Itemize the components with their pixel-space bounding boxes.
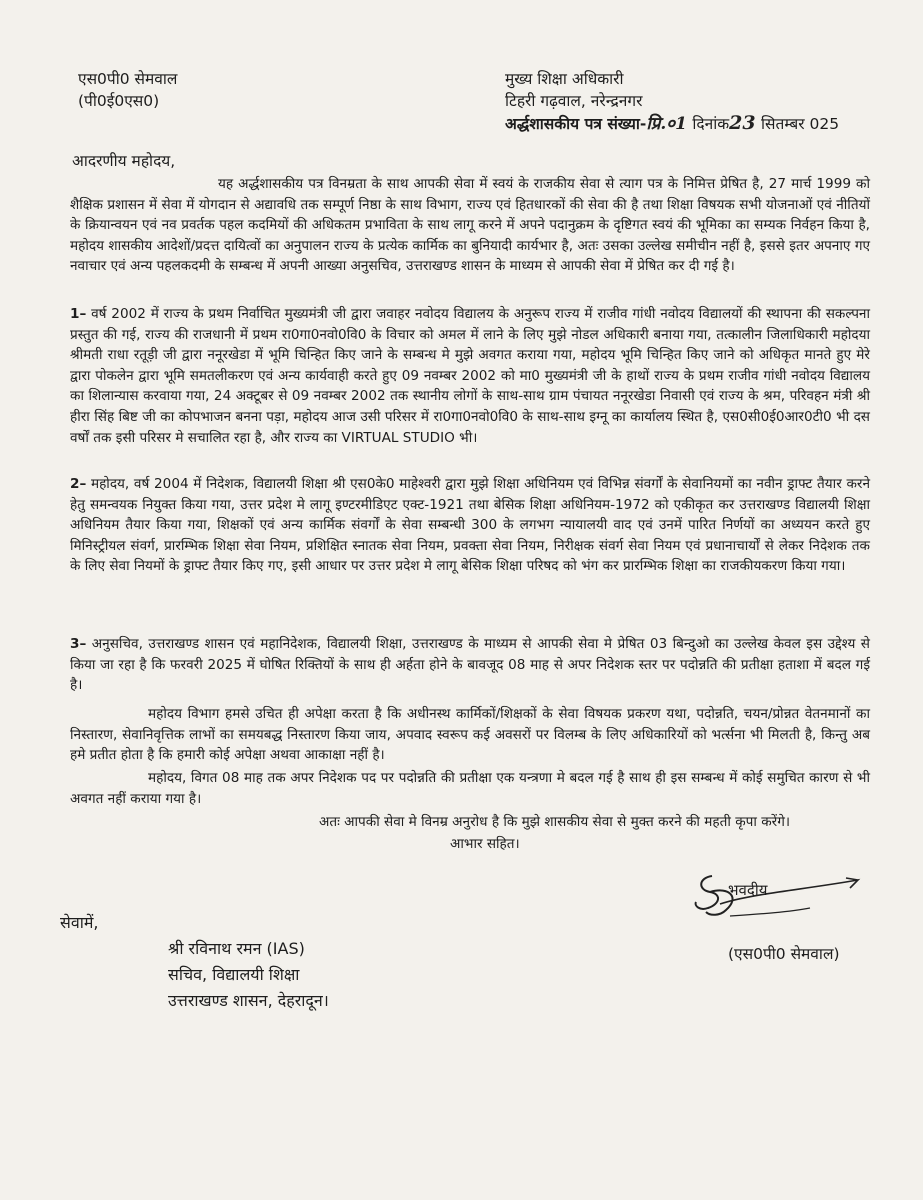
recipient-name: श्री रविनाथ रमन (IAS) [168,939,305,958]
waiting-paragraph: महोदय, विगत 08 माह तक अपर निदेशक पद पर पदोन्नति की प्रतीक्षा एक यन्त्रणा मे बदल गई है साथ ही इस सम्बन्ध में कोई समुचित कारण से भी अवगत नहीं कराया गया है। [70,770,870,807]
point-3 [70,634,870,696]
request-line: अतः आपकी सेवा मे विनम्र अनुरोध है कि मुझे शासकीय सेवा से मुक्त करने की महती कृपा करेंगे। [318,814,790,830]
recipient-block [168,936,329,1014]
point-1 [70,304,870,448]
closing-line: आभार सहित। [450,836,520,852]
point-1-number: 1– [70,306,87,322]
point-2-number: 2– [70,476,87,492]
date-rest: सितम्बर 025 [761,115,840,133]
signature-name: (एस0पी0 सेमवाल) [728,945,840,963]
sender-service: (पी0ई0एस0) [78,92,160,110]
signature-yours: भवदीय [728,881,768,899]
reference-number: प्रि.०1 [646,114,687,134]
point-3-text: अनुसचिव, उत्तराखण्ड शासन एवं महानिदेशक, विद्यालयी शिक्षा, उत्तराखण्ड के माध्यम से आपकी सेवा मे प्रेषित 03 बिन्दुओ का उल्लेख केवल इस उद्देश्य से किया जा रहा है कि फरवरी 2025 में घोषित रिक्तियों के साथ ही अर्हता होने के बावजूद 08 माह से अपर निदेशक स्तर पर पदोन्नति की प्रतीक्षा हताशा में बदल गई है। [70,636,871,694]
sender-block [78,68,177,112]
point-2 [70,474,870,577]
point-3-number: 3– [70,636,87,652]
signature-block [690,868,870,938]
reference-label: अर्द्धशासकीय पत्र संख्या- [505,115,647,133]
office-place: टिहरी गढ़वाल, नरेन्द्रनगर [505,92,643,110]
sender-name: एस0पी0 सेमवाल [78,70,178,88]
recipient-address: उत्तराखण्ड शासन, देहरादून। [168,991,329,1010]
salutation: आदरणीय महोदय, [72,152,176,170]
date-day: 23 [729,112,756,134]
reference-line [505,112,865,135]
recipient-label: सेवामें, [60,913,99,932]
recipient-designation: सचिव, विद्यालयी शिक्षा [168,965,300,984]
handwritten-signature [690,868,870,938]
date-label: दिनांक [692,115,730,133]
intro-paragraph: यह अर्द्धशासकीय पत्र विनम्रता के साथ आपकी सेवा में स्वयं के राजकीय सेवा से त्याग पत्र के निमित्त प्रेषित है, 27 मार्च 1999 को शैक्षिक प्रशासन में सेवा में योगदान से अद्यावधि तक सम्पूर्ण निष्ठा के साथ विभाग, राज्य एवं हितधारकों की सेवा की है तथा शिक्षा विषयक सभी योजनाओं एवं नीतियों के क्रियान्वयन एवं नव प्रवर्तक पहल कदमियों की अधिकतम प्रभाविता के साथ लागू करने में अपने पदानुक्रम के दृष्टिगत स्वयं की भूमिका का सम्यक निर्वहन किया है, महोदय शासकीय आदेशों/प्रदत्त दायित्वों का अनुपालन राज्य के प्रत्येक कार्मिक का बुनियादी कार्यभार है, अतः उसका उल्लेख समीचीन नहीं है, इससे इतर अपनाए गए नवाचार एवं अन्य पहलकदमी के सम्बन्ध में अपनी आख्या अनुसचिव, उत्तराखण्ड शासन के माध्यम से आपकी सेवा में प्रेषित कर दी गई है। [70,176,870,275]
office-block [505,68,865,135]
office-designation: मुख्य शिक्षा अधिकारी [505,70,624,88]
point-2-text: महोदय, वर्ष 2004 में निदेशक, विद्यालयी शिक्षा श्री एस0के0 माहेश्वरी द्वारा मुझे शिक्षा अधिनियम एवं विभिन्न संवर्गों के सेवानियमों का नवीन ड्राफ्ट तैयार करने हेतु समन्वयक नियुक्त किया गया, उत्तर प्रदेश मे लागू इण्टरमीडिएट एक्ट-1921 तथा बेसिक शिक्षा अधिनियम-1972 को एकीकृत कर उत्तराखण्ड विद्यालयी शिक्षा अधिनियम तैयार किया गया, शिक्षकों एवं अन्य कार्मिक संवर्गों के सेवा सम्बन्धी 300 के लगभग न्यायालयी वाद एवं उनमें पारित निर्णयों का अध्ययन करते हुए मिनिस्ट्रीयल संवर्ग, प्रारम्भिक शिक्षा सेवा नियम, प्रशिक्षित स्नातक सेवा नियम, प्रवक्ता सेवा नियम, निरीक्षक संवर्ग सेवा नियम एवं प्रधानाचार्यों से लेकर निदेशक तक के लिए सेवा नियमों के ड्राफ्ट तैयार किए गए, इसी आधार पर उत्तर प्रदेश मे लागू बेसिक शिक्षा परिषद को भंग कर प्रारम्भिक शिक्षा का राजकीयकरण किया गया। [70,476,870,575]
point-1-text: वर्ष 2002 में राज्य के प्रथम निर्वाचित मुख्यमंत्री जी द्वारा जवाहर नवोदय विद्यालय के अनुरूप राज्य में राजीव गांधी नवोदय विद्यालयों की स्थापना की सकल्पना प्रस्तुत की गई, राज्य की राजधानी में प्रथम रा0गा0नवो0वि0 के विचार को अमल में लाने के लिए मुझे नोडल अधिकारी बनाया गया, तत्कालीन जिलाधिकारी महोदया श्रीमती राधा रतूड़ी जी द्वारा ननूरखेडा में भूमि चिन्हित किए जाने के सम्बन्ध मे मुझे अवगत कराया गया, महोदय भूमि चिन्हित किए जाने को अधिकृत मानते हुए मेरे द्वारा पोकलेन द्वारा भूमि समतलीकरण एवं अन्य कार्यवाही करते हुए 09 नवम्बर 2002 को मा0 मुख्यमंत्री जी के हाथों राज्य के प्रथम राजीव गांधी नवोदय विद्यालय का शिलान्यास करवाया गया, 24 अक्टूबर से 09 नवम्बर 2002 तक स्थानीय लोगों के साथ-साथ ग्राम पंचायत ननूरखेडा निवासी एवं राज्य के श्रम, परिवहन मंत्री श्री हीरा सिंह बिष्ट जी का कोपभाजन बनना पड़ा, महोदय आज उसी परिसर में रा0गा0नवो0वि0 के साथ-साथ इग्नू का कार्यालय स्थित है, एस0सी0ई0आर0टी0 भी दस वर्षों तक इसी परिसर मे सचालित रहा है, और राज्य का VIRTUAL STUDIO भी। [70,306,870,446]
expectation-paragraph: महोदय विभाग हमसे उचित ही अपेक्षा करता है कि अधीनस्थ कार्मिकों/शिक्षकों के सेवा विषयक प्रकरण यथा, पदोन्नति, चयन/प्रोन्नत वेतनमानों का निस्तारण, सेवानिवृत्तिक लाभों का समयबद्ध निस्तारण किया जाय, अपवाद स्वरूप कई अवसरों पर विलम्ब के लिए अधिकारियों को भर्त्सना भी मिलती है, किन्तु अब हमे प्रतीत होता है कि हमारी कोई अपेक्षा अथवा आकाक्षा नहीं है। [70,706,870,764]
